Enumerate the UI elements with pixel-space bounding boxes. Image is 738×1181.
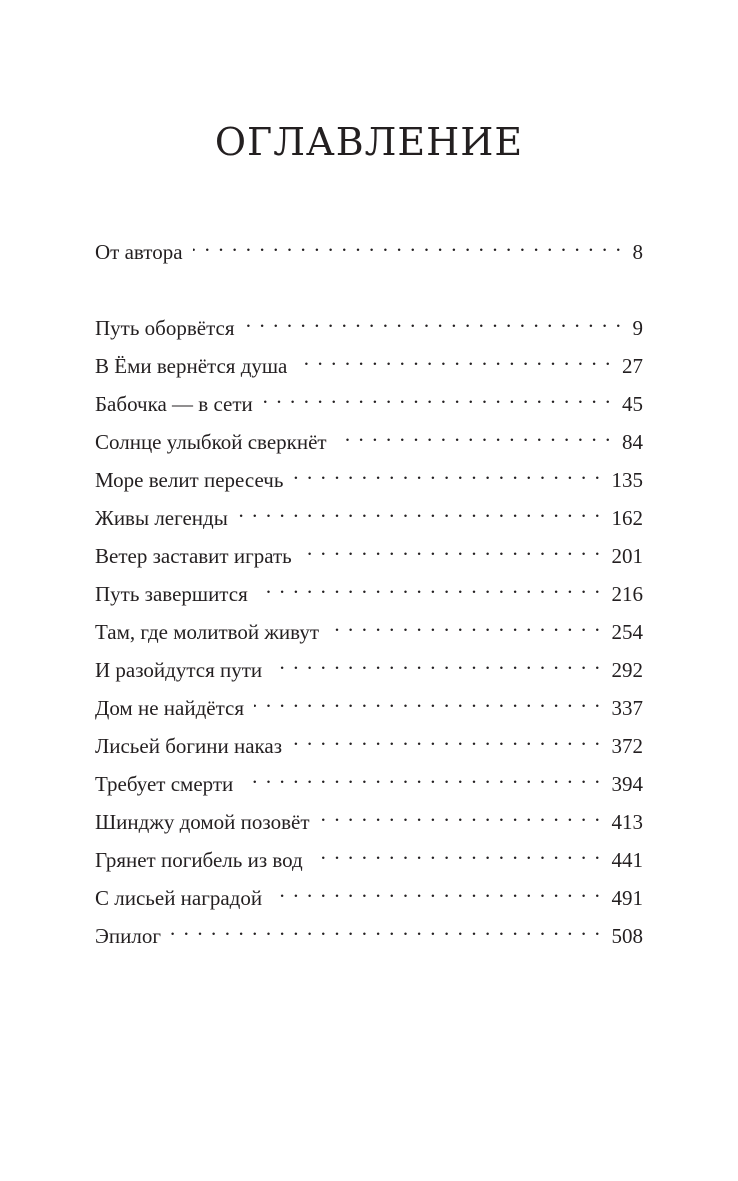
toc-entry-label: И разойдутся пути bbox=[95, 658, 263, 682]
toc-entry bbox=[95, 305, 643, 340]
toc-entry bbox=[95, 647, 643, 682]
toc-entry-page: 201 bbox=[611, 544, 643, 568]
toc-entry bbox=[95, 533, 643, 568]
toc-entry-label: Ветер заставит играть bbox=[95, 544, 292, 568]
dot-leader bbox=[171, 913, 602, 943]
toc-entry-label: Там, где молитвой живут bbox=[95, 620, 320, 644]
toc-entry-label: С лисьей наградой bbox=[95, 886, 263, 910]
toc-entry bbox=[95, 913, 643, 948]
toc-entry-label: Живы легенды bbox=[95, 506, 228, 530]
dot-leader bbox=[329, 609, 601, 639]
dot-leader bbox=[292, 723, 601, 753]
toc-entry-page: 441 bbox=[611, 848, 643, 872]
dot-leader bbox=[313, 837, 602, 867]
toc-entry bbox=[95, 685, 643, 720]
dot-leader bbox=[238, 495, 602, 525]
dot-leader bbox=[320, 799, 602, 829]
dot-leader bbox=[302, 533, 602, 563]
toc-entry bbox=[95, 457, 643, 492]
toc-entry bbox=[95, 229, 643, 264]
toc-entry-label: Требует смерти bbox=[95, 772, 234, 796]
dot-leader bbox=[337, 419, 612, 449]
toc-entry bbox=[95, 381, 643, 416]
toc-entry-label: Путь оборвётся bbox=[95, 316, 235, 340]
toc-entry bbox=[95, 723, 643, 758]
toc-entry-label: От автора bbox=[95, 240, 183, 264]
dot-leader bbox=[245, 305, 623, 335]
toc-entry-label: Шинджу домой позовёт bbox=[95, 810, 310, 834]
toc-entry-page: 135 bbox=[611, 468, 643, 492]
toc-entry-label: Море велит пересечь bbox=[95, 468, 284, 492]
toc-entry-label: Эпилог bbox=[95, 924, 161, 948]
toc-entry-page: 9 bbox=[632, 316, 643, 340]
toc-entry-label: Дом не найдётся bbox=[95, 696, 244, 720]
toc-entry-label: Бабочка — в сети bbox=[95, 392, 253, 416]
toc-entry-page: 84 bbox=[622, 430, 643, 454]
toc-entry bbox=[95, 343, 643, 378]
toc-entry-page: 372 bbox=[611, 734, 643, 758]
toc-entry bbox=[95, 875, 643, 910]
toc-entry bbox=[95, 761, 643, 796]
dot-leader bbox=[193, 229, 623, 259]
toc-entry-page: 508 bbox=[611, 924, 643, 948]
toc-entry-label: Путь завершится bbox=[95, 582, 248, 606]
dot-leader bbox=[258, 571, 602, 601]
dot-leader bbox=[254, 685, 602, 715]
dot-leader bbox=[243, 761, 601, 791]
toc-entry-page: 216 bbox=[611, 582, 643, 606]
toc-entry-page: 27 bbox=[622, 354, 643, 378]
toc-entry-page: 292 bbox=[611, 658, 643, 682]
toc-entry bbox=[95, 571, 643, 606]
toc-entry-page: 394 bbox=[611, 772, 643, 796]
dot-leader bbox=[263, 381, 612, 411]
dot-leader bbox=[272, 647, 601, 677]
toc-entry-page: 254 bbox=[611, 620, 643, 644]
toc-entry-page: 413 bbox=[611, 810, 643, 834]
toc-entry-page: 45 bbox=[622, 392, 643, 416]
dot-leader bbox=[272, 875, 601, 905]
toc-entry-label: В Ёми вернётся душа bbox=[95, 354, 288, 378]
toc-entry-label: Лисьей богини наказ bbox=[95, 734, 283, 758]
toc-entry bbox=[95, 609, 643, 644]
page-title: ОГЛАВЛЕНИЕ bbox=[214, 120, 524, 164]
toc-entry bbox=[95, 799, 643, 834]
toc-entry bbox=[95, 419, 643, 454]
dot-leader bbox=[293, 457, 601, 487]
toc-entry-page: 8 bbox=[632, 240, 643, 264]
dot-leader bbox=[297, 343, 612, 373]
toc-entry bbox=[95, 495, 643, 530]
toc-entry-label: Солнце улыбкой сверкнёт bbox=[95, 430, 327, 454]
toc-entry bbox=[95, 837, 643, 872]
toc-entry-page: 337 bbox=[611, 696, 643, 720]
toc-entry-page: 491 bbox=[611, 886, 643, 910]
toc-entry-page: 162 bbox=[611, 506, 643, 530]
toc-entry-label: Грянет погибель из вод bbox=[95, 848, 303, 872]
